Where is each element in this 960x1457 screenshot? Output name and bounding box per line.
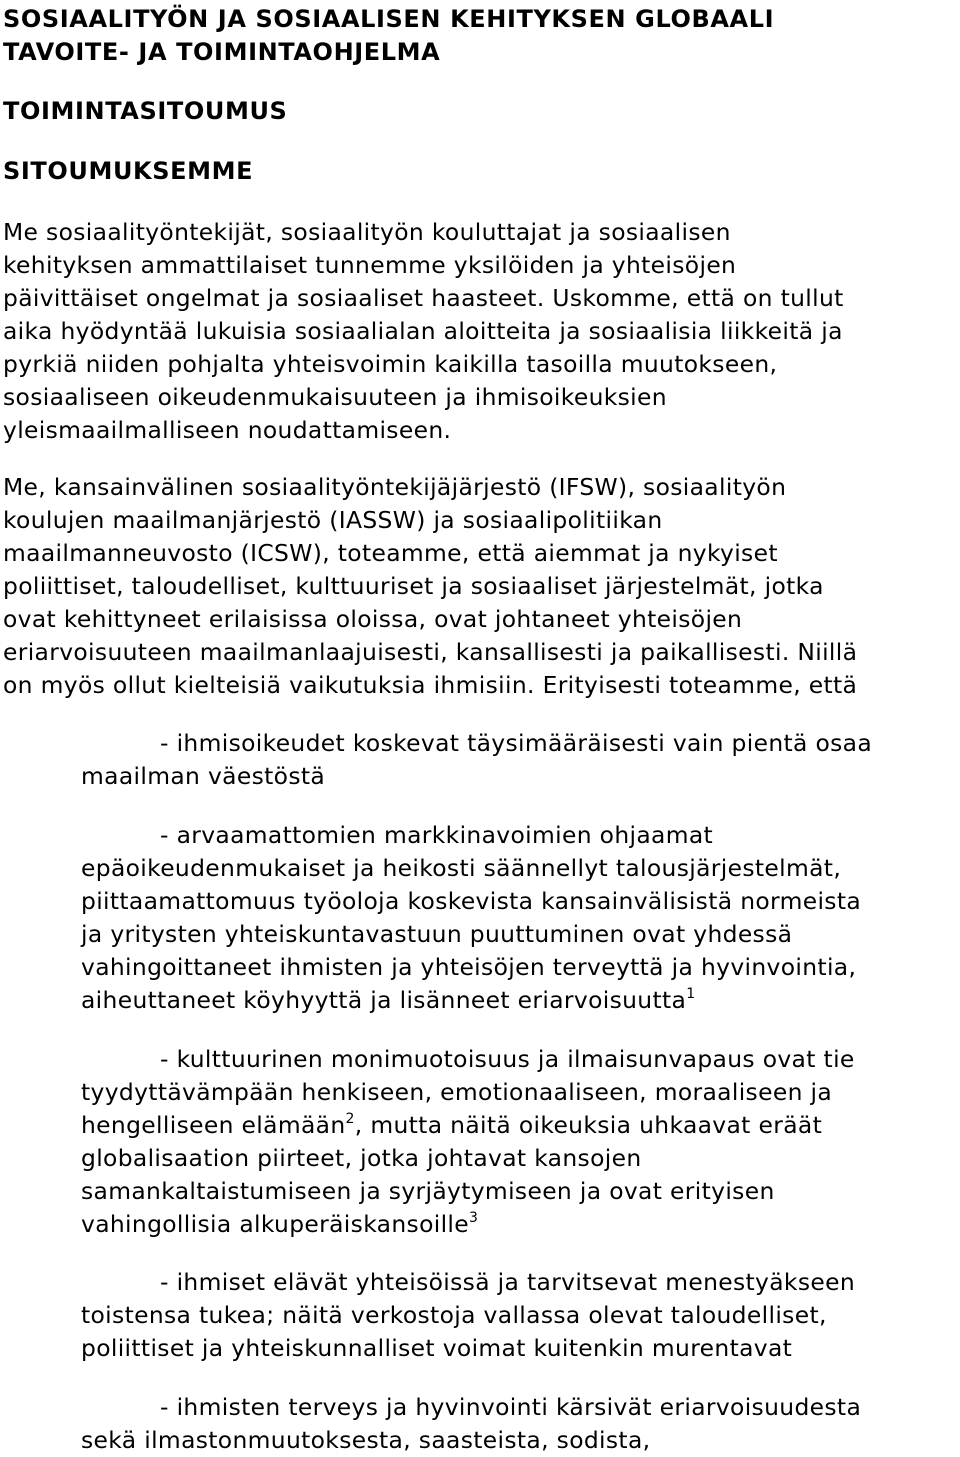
bullet-line-text: vahingollisia alkuperäiskansoille [81,1210,470,1238]
paragraph-line: Me sosiaalityöntekijät, sosiaalityön kouluttajat ja sosiaalisen [3,218,731,246]
bullet-line: sekä ilmastonmuutoksesta, saasteista, sodista, [81,1426,651,1454]
paragraph-line: ovat kehittyneet erilaisissa oloissa, ovat johtaneet yhteisöjen [3,605,743,633]
bullet-first-line-wrap [0,1266,960,1299]
bullet-first-line-wrap [0,727,960,760]
bullet-line: ja yritysten yhteiskuntavastuun puuttuminen ovat yhdessä [81,920,793,948]
bullet-item [0,1266,960,1365]
paragraph-line: maailmanneuvosto (ICSW), toteamme, että aiemmat ja nykyiset [3,539,778,567]
footnote-marker: 2 [345,1111,355,1127]
paragraph-line: poliittiset, taloudelliset, kulttuuriset ja sosiaaliset järjestelmät, jotka [3,572,824,600]
document-title-line-2: TAVOITE- JA TOIMINTAOHJELMA [3,38,441,66]
bullet-line: epäoikeudenmukaiset ja heikosti säännellyt talousjärjestelmät, [81,854,842,882]
paragraph-line: yleismaailmalliseen noudattamiseen. [3,416,452,444]
bullet-line: tyydyttävämpään henkiseen, emotionaaliseen, moraaliseen ja [81,1078,833,1106]
bullet-line-text: , mutta näitä oikeuksia uhkaavat eräät [354,1111,823,1139]
paragraph-line: on myös ollut kielteisiä vaikutuksia ihmisiin. Erityisesti toteamme, että [3,671,858,699]
paragraph-line: pyrkiä niiden pohjalta yhteisvoimin kaikilla tasoilla muutokseen, [3,350,778,378]
bullet-first-line-wrap [0,1391,960,1424]
bullet-first-line: - arvaamattomien markkinavoimien ohjaamat [160,821,714,849]
bullet-first-line: - ihmiset elävät yhteisöissä ja tarvitsevat menestyäkseen [160,1268,856,1296]
footnote-marker: 3 [469,1210,479,1226]
paragraph-commitment [3,216,844,447]
bullet-line-with-footnote [0,1208,960,1241]
document-title-line-1: SOSIAALITYÖN JA SOSIAALISEN KEHITYKSEN GLOBAALI [3,5,775,33]
bullet-line: poliittiset ja yhteiskunnalliset voimat kuitenkin murentavat [81,1334,793,1362]
bullet-line-text: hengelliseen elämään [81,1111,346,1139]
section-heading: TOIMINTASITOUMUS [3,97,288,125]
paragraph-line: koulujen maailmanjärjestö (IASSW) ja sosiaalipolitiikan [3,506,663,534]
bullet-line: samankaltaistumiseen ja syrjäytymiseen ja ovat erityisen [81,1177,775,1205]
paragraph-line: aika hyödyntää lukuisia sosiaalialan aloitteita ja sosiaalisia liikkeitä ja [3,317,843,345]
paragraph-line: eriarvoisuuteen maailmanlaajuisesti, kansallisesti ja paikallisesti. Niillä [3,638,858,666]
subsection-heading: SITOUMUKSEMME [3,157,254,185]
bullet-line: toistensa tukea; näitä verkostoja vallassa olevat taloudelliset, [81,1301,827,1329]
bullet-first-line: - ihmisoikeudet koskevat täysimääräisesti vain pientä osaa [160,729,873,757]
bullet-item [0,1391,960,1457]
bullet-line-with-footnote [0,1109,960,1142]
bullet-line-with-footnote [0,984,960,1017]
footnote-marker: 1 [686,986,696,1002]
bullet-line: globalisaation piirteet, jotka johtavat kansojen [81,1144,642,1172]
bullet-line: piittaamattomuus työoloja koskevista kansainvälisistä normeista [81,887,862,915]
bullet-item [0,819,960,1017]
paragraph-line: kehityksen ammattilaiset tunnemme yksilöiden ja yhteisöjen [3,251,737,279]
bullet-item [0,1043,960,1241]
paragraph-line: Me, kansainvälinen sosiaalityöntekijäjärjestö (IFSW), sosiaalityön [3,473,787,501]
bullet-item [0,727,960,793]
bullet-line: maailman väestöstä [81,762,326,790]
bullet-line-text: aiheuttaneet köyhyyttä ja lisänneet eriarvoisuutta [81,986,687,1014]
bullet-first-line: - ihmisten terveys ja hyvinvointi kärsivät eriarvoisuudesta [160,1393,862,1421]
bullet-first-line-wrap [0,819,960,852]
paragraph-line: sosiaaliseen oikeudenmukaisuuteen ja ihmisoikeuksien [3,383,667,411]
paragraph-line: päivittäiset ongelmat ja sosiaaliset haasteet. Uskomme, että on tullut [3,284,844,312]
bullet-line: vahingoittaneet ihmisten ja yhteisöjen terveyttä ja hyvinvointia, [81,953,857,981]
bullet-first-line-wrap [0,1043,960,1076]
bullet-first-line: - kulttuurinen monimuotoisuus ja ilmaisunvapaus ovat tie [160,1045,855,1073]
paragraph-organisations [3,471,857,702]
